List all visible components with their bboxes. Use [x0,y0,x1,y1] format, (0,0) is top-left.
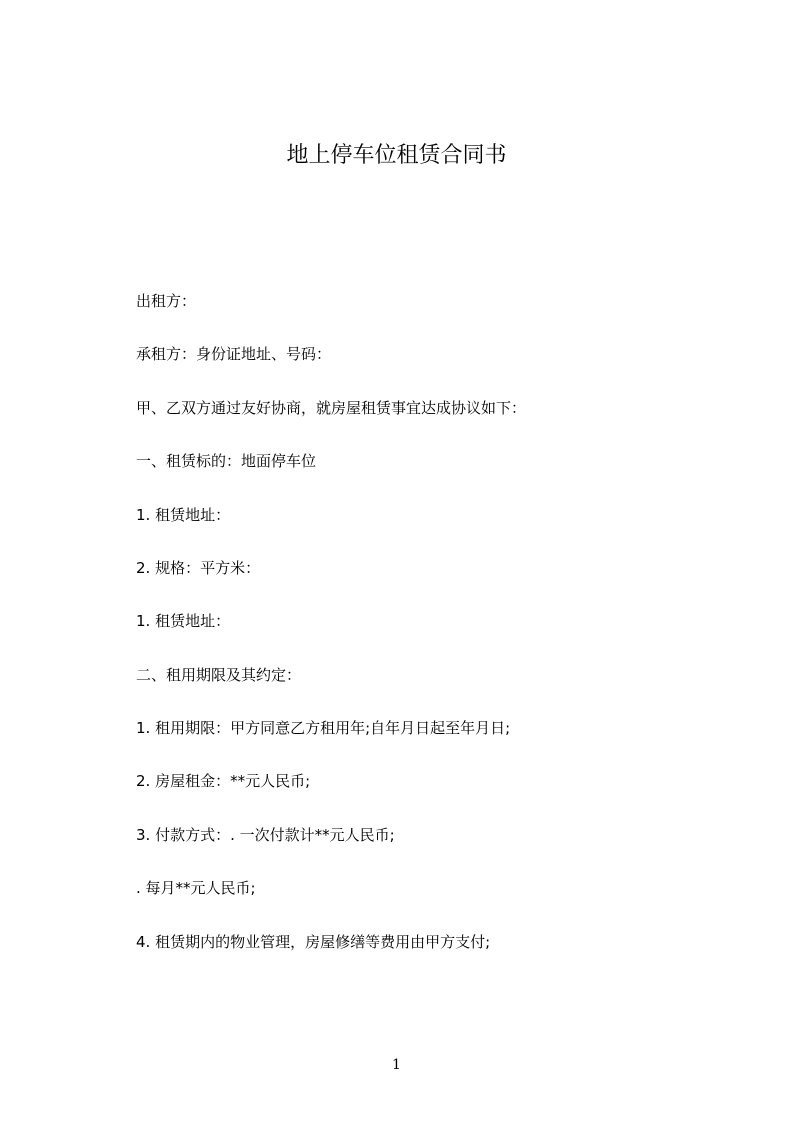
section-2-heading: 二、租用期限及其约定： [136,666,302,684]
rent-line: 2. 房屋租金：**元人民币; [136,772,311,790]
lessor-line: 出租方： [136,292,197,310]
lease-term-line: 1. 租用期限：甲方同意乙方租用年;自年月日起至年月日; [136,719,511,737]
property-management-line: 4. 租赁期内的物业管理，房屋修缮等费用由甲方支付; [136,933,491,951]
lessee-line: 承租方：身份证地址、号码： [136,345,332,363]
lease-address-line: 1. 租赁地址： [136,506,231,524]
section-1-heading: 一、租赁标的：地面停车位 [136,452,317,470]
document-title: 地上停车位租赁合同书 [286,143,507,168]
monthly-payment-line: . 每月**元人民币; [136,879,256,897]
lease-address-line-repeat: 1. 租赁地址： [136,612,231,630]
specification-line: 2. 规格：平方米： [136,559,261,577]
agreement-intro-line: 甲、乙双方通过友好协商，就房屋租赁事宜达成协议如下： [136,399,527,417]
payment-method-line: 3. 付款方式：. 一次付款计**元人民币; [136,826,395,844]
page-number: 1 [392,1057,401,1073]
